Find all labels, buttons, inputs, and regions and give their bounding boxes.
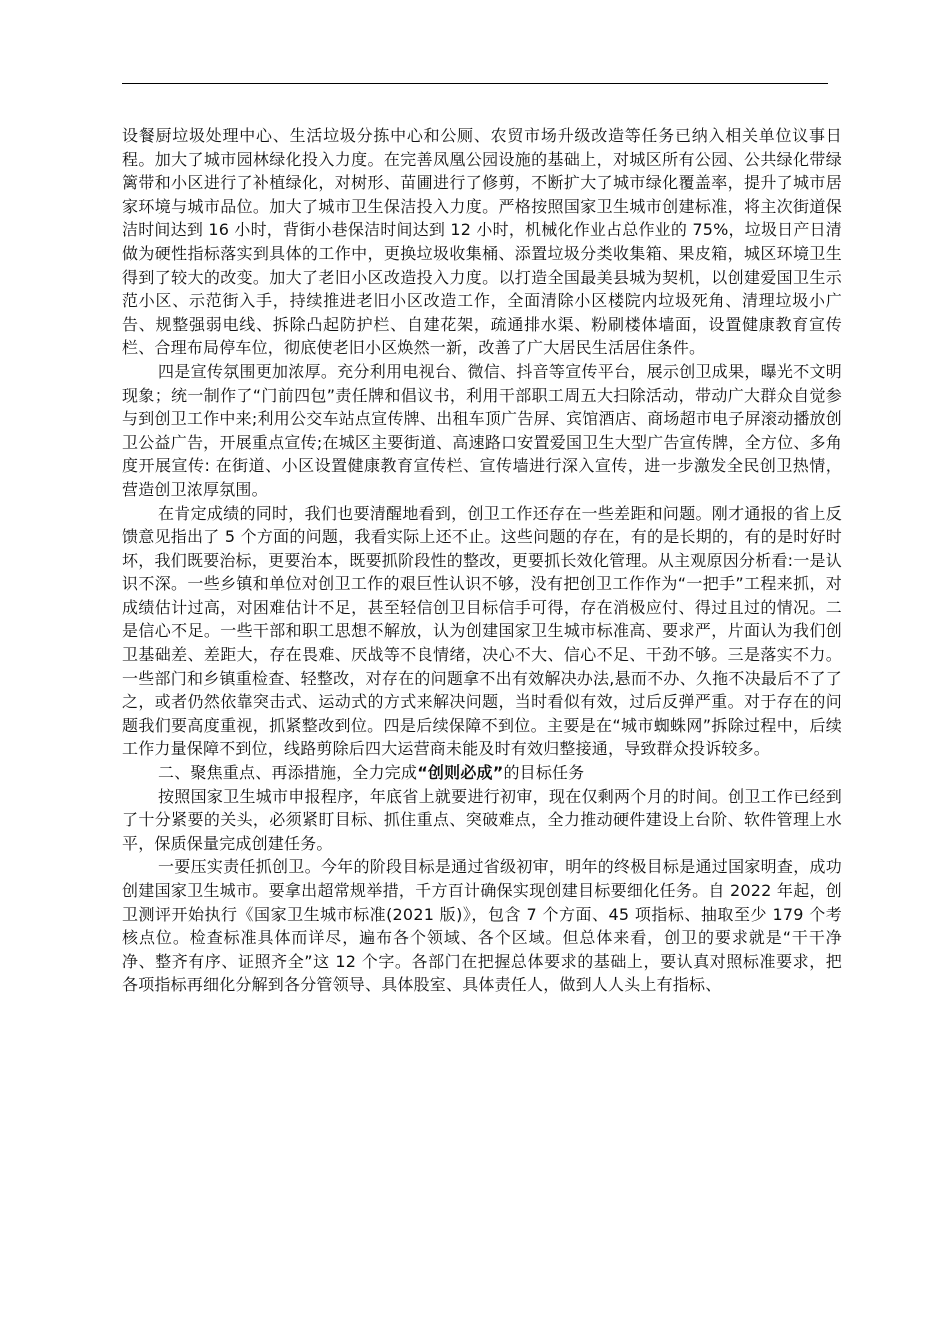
paragraph-responsibility: 一要压实责任抓创卫。今年的阶段目标是通过省级初审，明年的终极目标是通过国家明查，成功创建国家卫生城市。要拿出超常规举措，千方百计确保实现创建目标要细化任务。自 2022 年起，创卫测评开始执行《国家卫生城市标准(2021 版)》，包含 7 个方面、45 项指标、抽取至少 179 个考核点位。检查标准具体而详尽，遍布各个领域、各个区域。但总体来看，创卫的要求就是“干干净净、整齐有序、证照齐全”这 12 个字。各部门在把握总体要求的基础上，要认真对照标准要求，把各项指标再细化分解到各分管领导、具体股室、具体责任人，做到人人头上有指标、	[122, 857, 842, 995]
paragraph-problems: 在肯定成绩的同时，我们也要清醒地看到，创卫工作还存在一些差距和问题。刚才通报的省上反馈意见指出了 5 个方面的问题，我看实际上还不止。这些问题的存在，有的是长期的，有的是时好时坏，我们既要治标，更要治本，既要抓阶段性的整改，更要抓长效化管理。从主观原因分析看:一是认识不深。一些乡镇和单位对创卫工作的艰巨性认识不够，没有把创卫工作作为“一把手”工程来抓，对成绩估计过高，对困难估计不足，甚至轻信创卫目标信手可得，存在消极应付、得过且过的情况。二是信心不足。一些干部和职工思想不解放，认为创建国家卫生城市标准高、要求严，片面认为我们创卫基础差、差距大，存在畏难、厌战等不良情绪，决心不大、信心不足、干劲不够。三是落实不力。一些部门和乡镇重检查、轻整改，对存在的问题拿不出有效解决办法,悬而不办、久拖不决最后不了了之，或者仍然依靠突击式、运动式的方式来解决问题，当时看似有效，过后反弹严重。对于存在的问题我们要高度重视，抓紧整改到位。四是后续保障不到位。主要是在“城市蜘蛛网”拆除过程中，后续工作力量保障不到位，线路剪除后四大运营商未能及时有效归整接通，导致群众投诉较多。	[122, 503, 842, 759]
document-body	[122, 124, 842, 997]
section-heading-quote: “创则必成”	[417, 763, 504, 783]
paragraph-schedule: 按照国家卫生城市申报程序，年底省上就要进行初审，现在仅剩两个月的时间。创卫工作已经到了十分紧要的关头，必须紧盯目标、抓住重点、突破难点，全力推动硬件建设上台阶、软件管理上水平，保质保量完成创建任务。	[122, 786, 842, 853]
paragraph-publicity: 四是宣传氛围更加浓厚。充分利用电视台、微信、抖音等宣传平台，展示创卫成果，曝光不文明现象；统一制作了“门前四包”责任牌和倡议书，利用干部职工周五大扫除活动，带动广大群众自觉参与到创卫工作中来;利用公交车站点宣传牌、出租车顶广告屏、宾馆酒店、商场超市电子屏滚动播放创卫公益广告，开展重点宣传;在城区主要街道、高速路口安置爱国卫生大型广告宣传牌，全方位、多角度开展宣传: 在街道、小区设置健康教育宣传栏、宣传墙进行深入宣传，进一步激发全民创卫热情，营造创卫浓厚氛围。	[122, 361, 842, 499]
section-heading-prefix: 二、聚焦重点、再添措施，全力完成	[158, 763, 418, 783]
section-heading-suffix: 的目标任务	[503, 763, 585, 783]
header-rule	[122, 83, 828, 84]
section-heading	[122, 761, 842, 785]
paragraph-continued: 设餐厨垃圾处理中心、生活垃圾分拣中心和公厕、农贸市场升级改造等任务已纳入相关单位议事日程。加大了城市园林绿化投入力度。在完善凤凰公园设施的基础上，对城区所有公园、公共绿化带绿篱带和小区进行了补植绿化，对树形、苗圃进行了修剪，不断扩大了城市绿化覆盖率，提升了城市居家环境与城市品位。加大了城市卫生保洁投入力度。严格按照国家卫生城市创建标准，将主次街道保洁时间达到 16 小时，背街小巷保洁时间达到 12 小时，机械化作业占总作业的 75%，垃圾日产日清做为硬性指标落实到具体的工作中，更换垃圾收集桶、添置垃圾分类收集箱、果皮箱，城区环境卫生得到了较大的改变。加大了老旧小区改造投入力度。以打造全国最美县城为契机，以创建爱国卫生示范小区、示范街入手，持续推进老旧小区改造工作，全面清除小区楼院内垃圾死角、清理垃圾小广告、规整强弱电线、拆除凸起防护栏、自建花架，疏通排水渠、粉刷楼体墙面，设置健康教育宣传栏、合理布局停车位，彻底使老旧小区焕然一新，改善了广大居民生活居住条件。	[122, 126, 842, 358]
